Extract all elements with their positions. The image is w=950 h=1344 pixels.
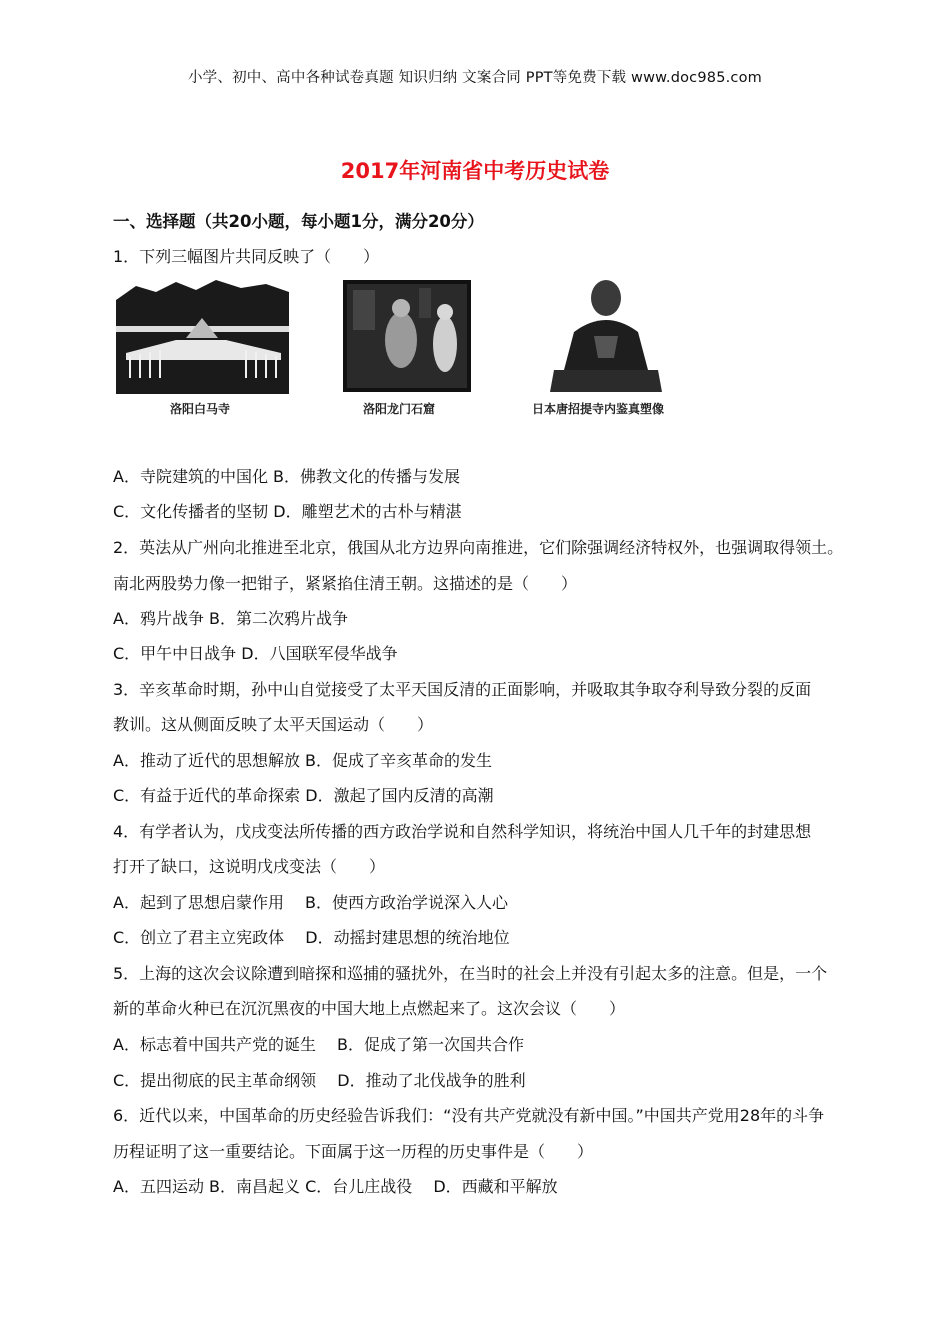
question-6-stem-cont: 历程证明了这一重要结论。下面属于这一历程的历史事件是（ ） <box>113 1142 594 1161</box>
question-2-stem: 2．英法从广州向北推进至北京，俄国从北方边界向南推进，它们除强调经济特权外，也强调取得领土。 <box>113 538 844 557</box>
figure-caption-jianzhen: 日本唐招提寺内鉴真塑像 <box>532 402 665 416</box>
question-4-options-cd: C．创立了君主立宪政体 D．动摇封建思想的统治地位 <box>113 928 510 947</box>
figure-caption-longmen: 洛阳龙门石窟 <box>363 402 436 416</box>
figure-longmen-grottoes <box>343 280 471 392</box>
question-3-stem-cont: 教训。这从侧面反映了太平天国运动（ ） <box>113 715 434 734</box>
question-2-options-ab: A．鸦片战争 B．第二次鸦片战争 <box>113 609 349 628</box>
question-4-stem-cont: 打开了缺口，这说明戊戌变法（ ） <box>113 857 386 876</box>
question-4-stem: 4．有学者认为，戊戌变法所传播的西方政治学说和自然科学知识，将统治中国人几千年的封建思想 <box>113 822 812 841</box>
question-3-stem: 3．辛亥革命时期，孙中山自觉接受了太平天国反清的正面影响，并吸取其争取夺利导致分裂的反面 <box>113 680 812 699</box>
question-1-options-ab: A．寺院建筑的中国化 B．佛教文化的传播与发展 <box>113 467 461 486</box>
page-header: 小学、初中、高中各种试卷真题 知识归纳 文案合同 PPT等免费下载 www.doc985.com <box>187 70 763 86</box>
figure-jianzhen-statue <box>548 274 664 394</box>
question-2-options-cd: C．甲午中日战争 D．八国联军侵华战争 <box>113 644 398 663</box>
question-1-stem: 1．下列三幅图片共同反映了（ ） <box>113 247 380 266</box>
question-3-options-ab: A．推动了近代的思想解放 B．促成了辛亥革命的发生 <box>113 751 493 770</box>
question-1-options-cd: C．文化传播者的坚韧 D．雕塑艺术的古朴与精湛 <box>113 502 462 521</box>
figure-caption-baima: 洛阳白马寺 <box>170 402 231 416</box>
question-5-stem-cont: 新的革命火种已在沉沉黑夜的中国大地上点燃起来了。这次会议（ ） <box>113 999 626 1018</box>
question-6-options: A．五四运动 B．南昌起义 C．台儿庄战役 D．西藏和平解放 <box>113 1177 558 1196</box>
question-2-stem-cont: 南北两股势力像一把钳子，紧紧掐住清王朝。这描述的是（ ） <box>113 574 578 593</box>
question-5-options-cd: C．提出彻底的民主革命纲领 D．推动了北伐战争的胜利 <box>113 1071 526 1090</box>
figure-baima-temple <box>116 278 289 394</box>
question-3-options-cd: C．有益于近代的革命探索 D．激起了国内反清的高潮 <box>113 786 494 805</box>
question-5-options-ab: A．标志着中国共产党的诞生 B．促成了第一次国共合作 <box>113 1035 525 1054</box>
question-4-options-ab: A．起到了思想启蒙作用 B．使西方政治学说深入人心 <box>113 893 509 912</box>
question-5-stem: 5．上海的这次会议除遭到暗探和巡捕的骚扰外，在当时的社会上并没有引起太多的注意。但是，一个 <box>113 964 828 983</box>
page-title: 2017年河南省中考历史试卷 <box>340 159 610 183</box>
question-6-stem: 6．近代以来，中国革命的历史经验告诉我们：“没有共产党就没有新中国。”中国共产党用28年的斗争 <box>113 1106 825 1125</box>
section-heading: 一、选择题（共20小题，每小题1分，满分20分） <box>113 212 484 231</box>
